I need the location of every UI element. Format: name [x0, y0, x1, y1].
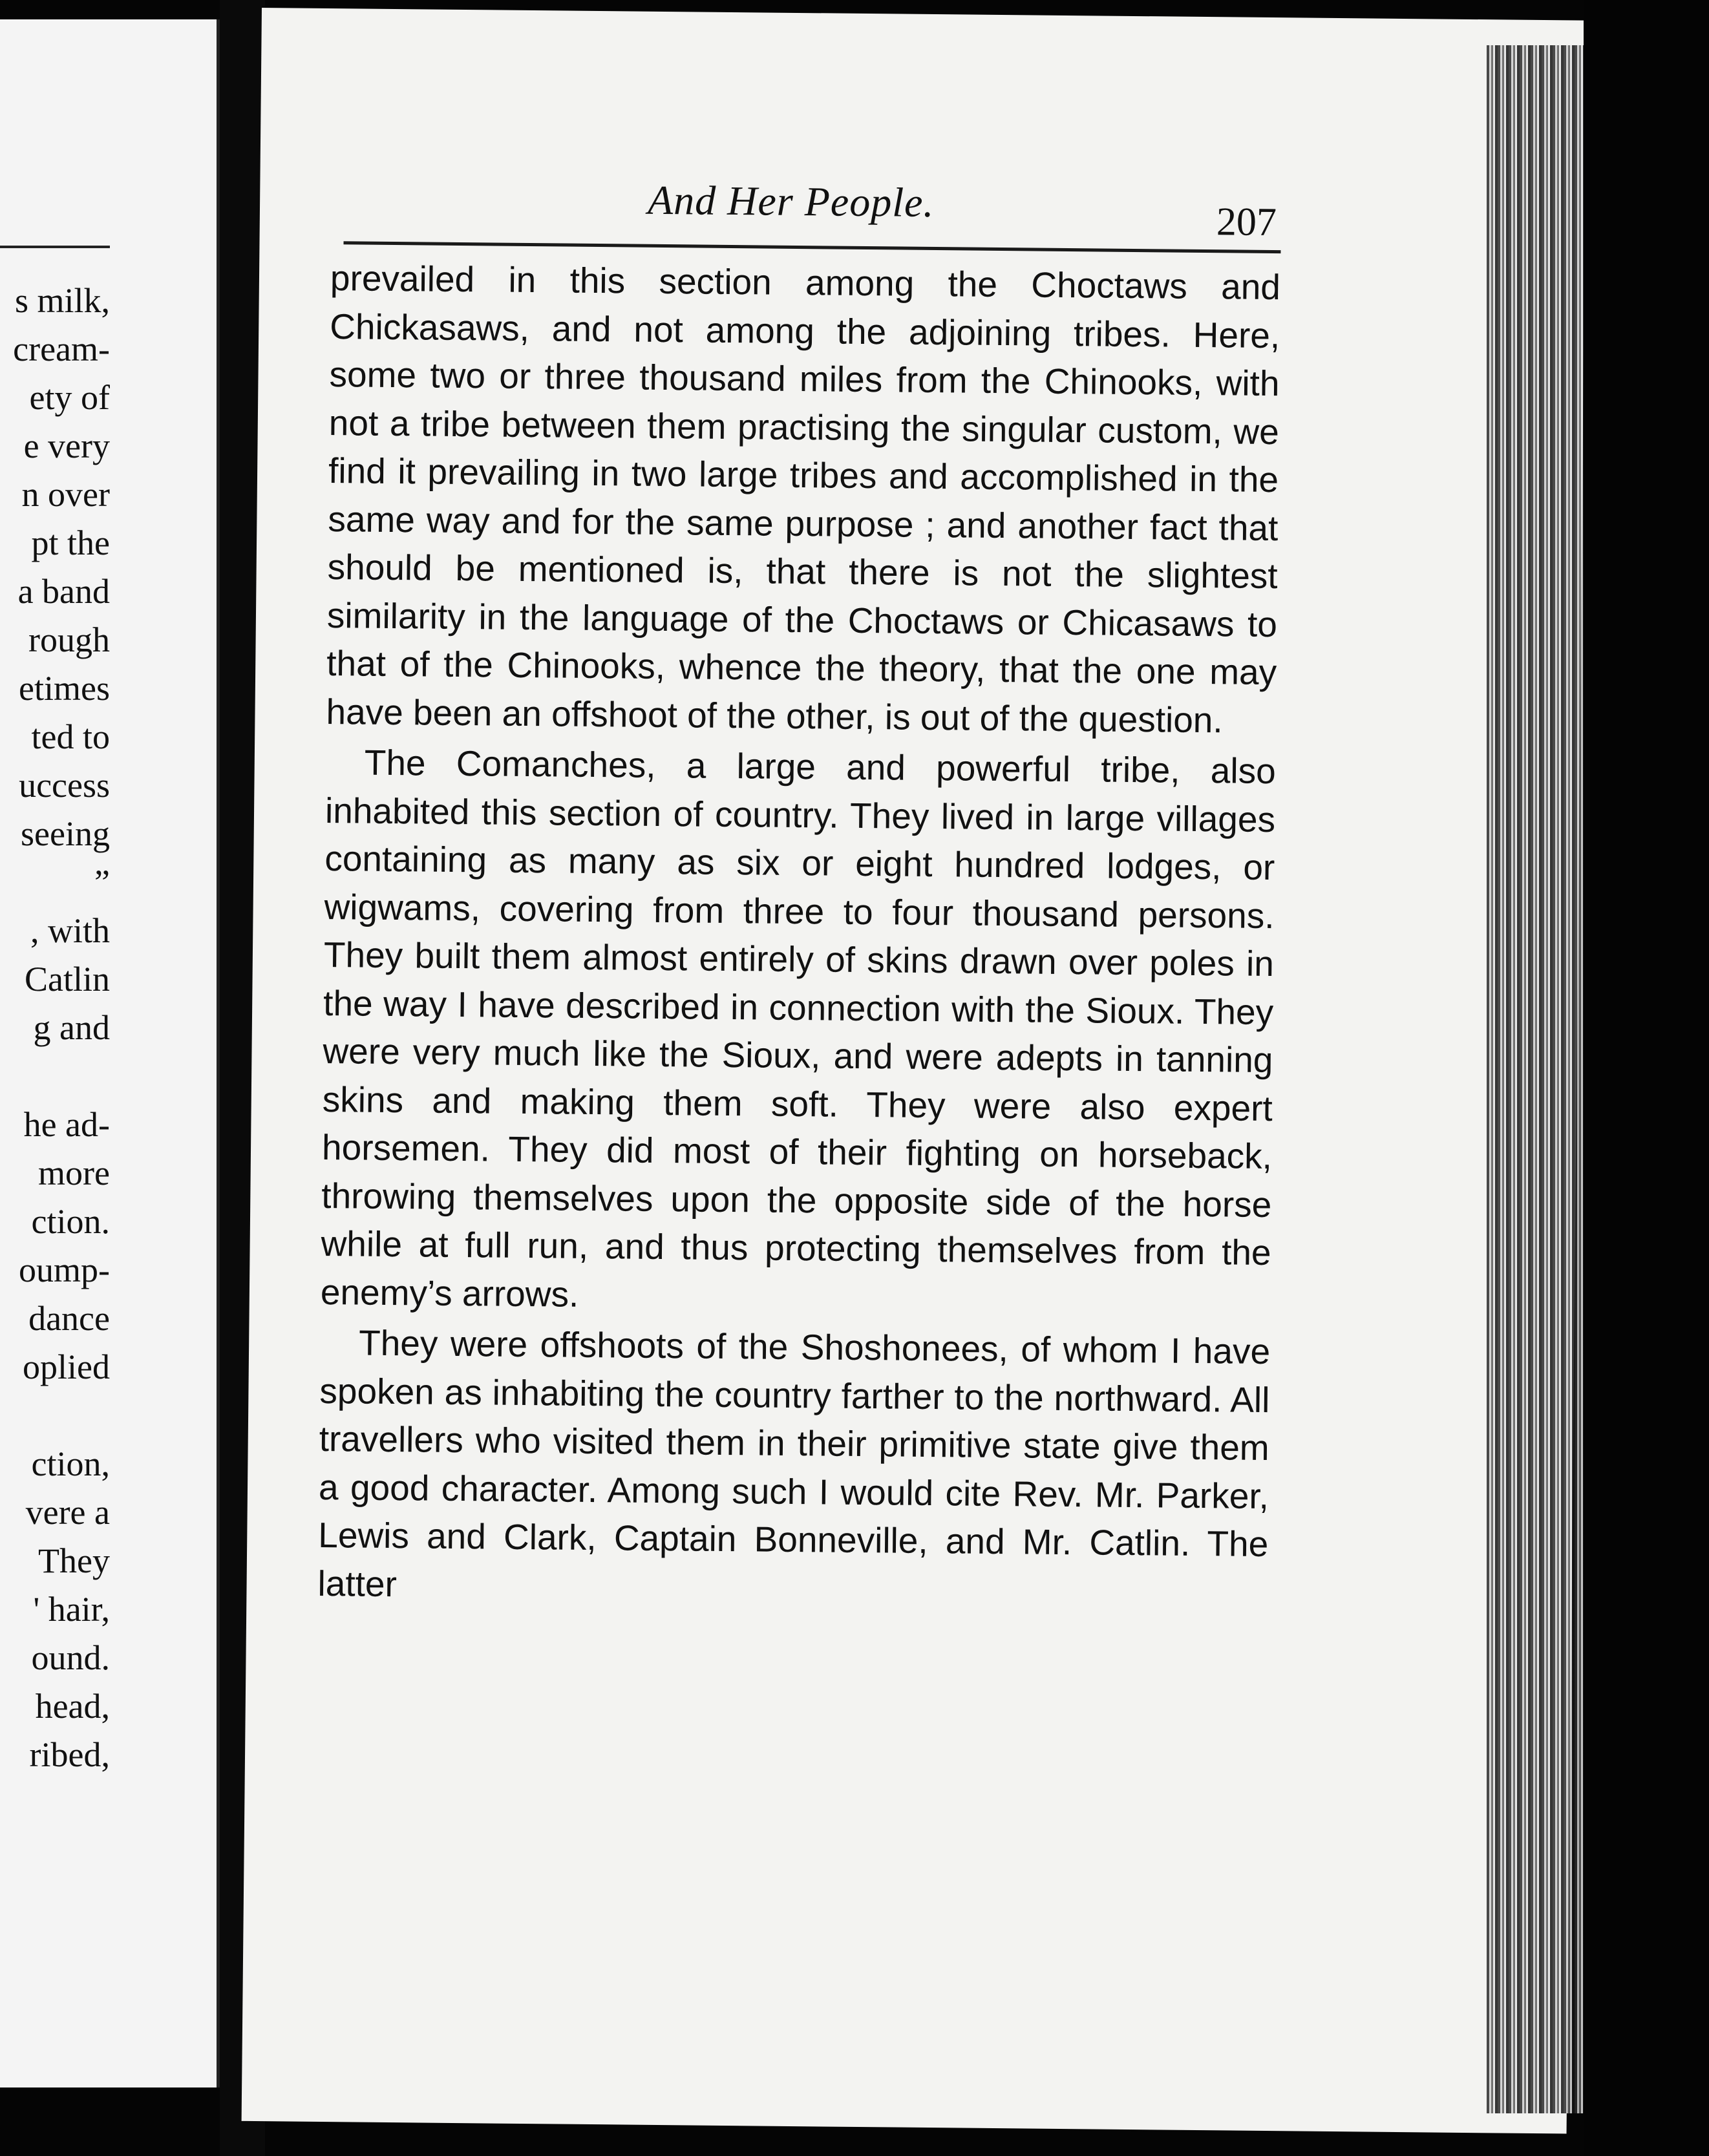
facing-line — [13, 1391, 110, 1440]
facing-line: g and — [33, 1008, 110, 1047]
running-head: And Her People. — [647, 176, 935, 226]
facing-line — [13, 1052, 110, 1101]
facing-line: ted to — [31, 717, 110, 756]
paragraph: The Comanches, a large and powerful tribe, also inhabited this section of country. They lived in large villages containing as many as six or eight hundred lodges, or wigwams, covering from three to four thousand persons. They built them almost entirely of skins drawn over poles in the way I have described in connection with the Sioux. They were very much like the Sioux, and were adepts in tanning skins and making them soft. They were also expert horsemen. They did most of their fighting on horseback, throwing themselves upon the opposite side of the horse while at full run, and thus protecting themselves from the enemy’s arrows. — [320, 742, 1277, 1315]
facing-line: Catlin — [25, 960, 110, 999]
facing-line: seeing — [21, 814, 110, 853]
facing-page-text — [13, 277, 110, 1779]
facing-line: ction. — [31, 1202, 110, 1241]
facing-line: he ad- — [23, 1105, 110, 1144]
facing-line: a band — [17, 572, 110, 611]
facing-line: etimes — [19, 669, 110, 708]
facing-line: ' hair, — [33, 1590, 110, 1629]
facing-page-rule — [0, 246, 110, 248]
facing-line: dance — [28, 1299, 110, 1338]
page-body — [317, 254, 1280, 1616]
facing-line: uccess — [19, 766, 110, 805]
facing-line: oump- — [19, 1251, 110, 1289]
facing-line: vere a — [25, 1493, 110, 1532]
facing-line: e very — [23, 427, 110, 465]
facing-line: s milk, — [14, 281, 110, 320]
facing-line: oplied — [23, 1348, 110, 1386]
book-page — [242, 8, 1587, 2134]
facing-line: ” — [94, 863, 110, 902]
header-rule — [343, 241, 1280, 253]
facing-line: ety of — [29, 378, 110, 417]
facing-line: pt the — [31, 523, 110, 562]
facing-line: n over — [21, 475, 110, 514]
facing-line: ound. — [31, 1638, 110, 1677]
facing-line: head, — [35, 1687, 110, 1726]
facing-line: , with — [30, 911, 110, 950]
page-number: 207 — [1216, 200, 1277, 245]
scan-border — [1584, 0, 1709, 2156]
paragraph: They were offshoots of the Shoshonees, of whom I have spoken as inhabiting the country farther to the northward. All travellers who visited them in their primitive state give them a good character. Among such I would cite Rev. Mr. Parker, Lewis and Clark, Captain Bonneville, and Mr. Catlin. The latter — [317, 1322, 1271, 1604]
facing-line: ction, — [31, 1444, 110, 1483]
facing-line: They — [38, 1541, 110, 1580]
paragraph: prevailed in this section among the Choctaws and Chickasaws, and not among the adjoining tribes. Here, some two or three thousand miles from the Chinooks, with not a tribe between them practising the singular custom, we find it prevailing in two large tribes and accomplished in the same way and for the same purpose ; and another fact that should be mentioned is, that there is not the slightest similarity in the language of the Choctaws or Chicasaws to that of the Chinooks, whence the theory, that the one may have been an offshoot of the other, is out of the question. — [326, 258, 1281, 740]
facing-line: cream- — [13, 330, 110, 368]
facing-line: more — [38, 1154, 110, 1192]
facing-line: rough — [28, 620, 110, 659]
facing-page-fragment — [0, 19, 220, 2087]
facing-line: ribed, — [29, 1735, 110, 1774]
